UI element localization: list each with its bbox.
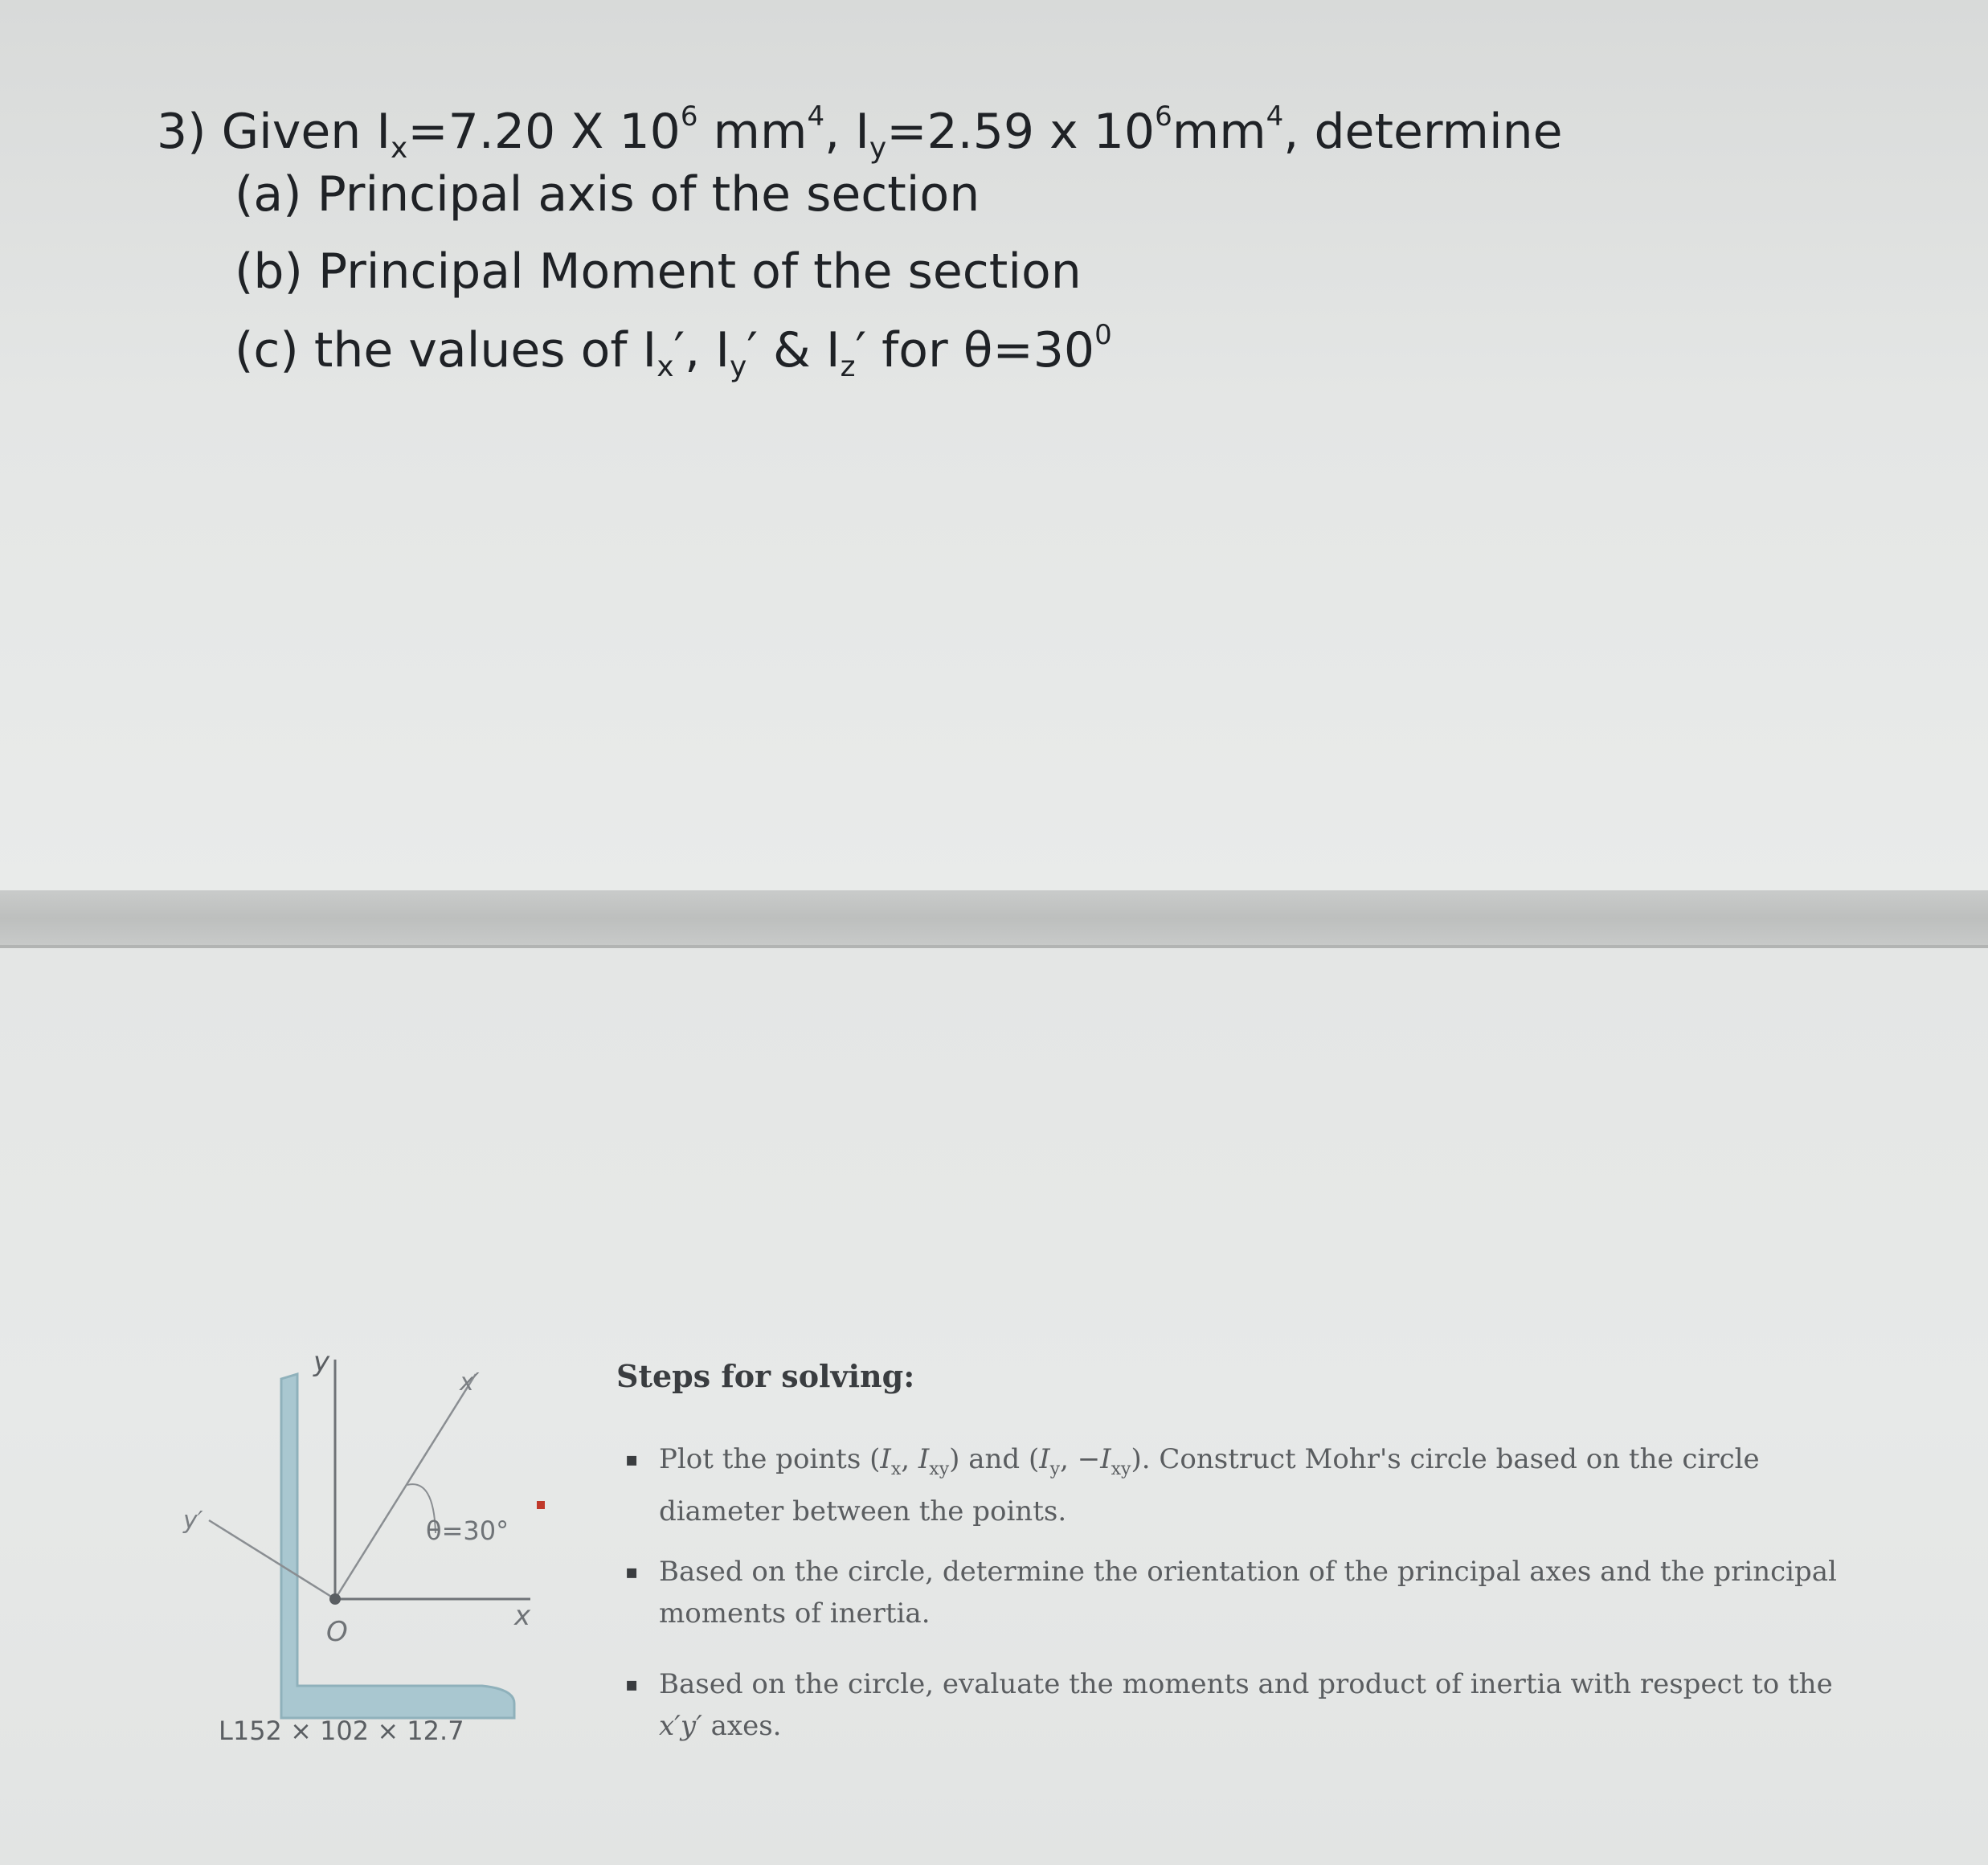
- y-prime-axis: [209, 1520, 335, 1599]
- panel-divider: [0, 890, 1988, 947]
- step-item: ▪ Based on the circle, evaluate the moments and product of inertia with respect to the x′y′ axes.: [659, 1663, 1848, 1747]
- label-x: x: [514, 1600, 531, 1632]
- label-origin: O: [326, 1616, 348, 1648]
- steps-heading: Steps for solving:: [616, 1358, 915, 1394]
- bullet-icon: ▪: [625, 1448, 639, 1470]
- angle-section-shape: [281, 1374, 514, 1718]
- label-x-prime: x′: [460, 1368, 480, 1397]
- bullet-icon: ▪: [625, 1560, 639, 1583]
- section-caption: L152 × 102 × 12.7: [219, 1716, 464, 1746]
- label-y: y: [313, 1346, 330, 1378]
- step-item: ▪ Plot the points ($I_x$, $I_{xy}$) and ($I_y$, $-I_{xy}$). Construct Mohr's circle based on the circle diameter between the points.: [659, 1438, 1848, 1532]
- origin-point: [329, 1593, 341, 1605]
- angle-marker: [537, 1501, 545, 1509]
- angle-label: θ=30°: [426, 1515, 509, 1546]
- angle-section-figure: [177, 1342, 562, 1760]
- bullet-icon: ▪: [625, 1673, 639, 1695]
- step-item: ▪ Based on the circle, determine the orientation of the principal axes and the principal moments of inertia.: [659, 1551, 1848, 1634]
- question-part-b: (b) Principal Moment of the section: [235, 243, 1082, 300]
- x-prime-axis: [335, 1374, 476, 1599]
- question-title: 3) Given $I_x=7.20$ X $10^6$ $mm^4$, $I_y=2.59$ x $10^6mm^4$, determine: [157, 100, 1563, 165]
- label-y-prime: y′: [183, 1507, 203, 1535]
- question-part-c: (c) the values of $I_x'$, $I_y'$ & $I_z'$ for $\theta=30^0$: [235, 319, 1112, 383]
- question-part-a: (a) Principal axis of the section: [235, 166, 980, 223]
